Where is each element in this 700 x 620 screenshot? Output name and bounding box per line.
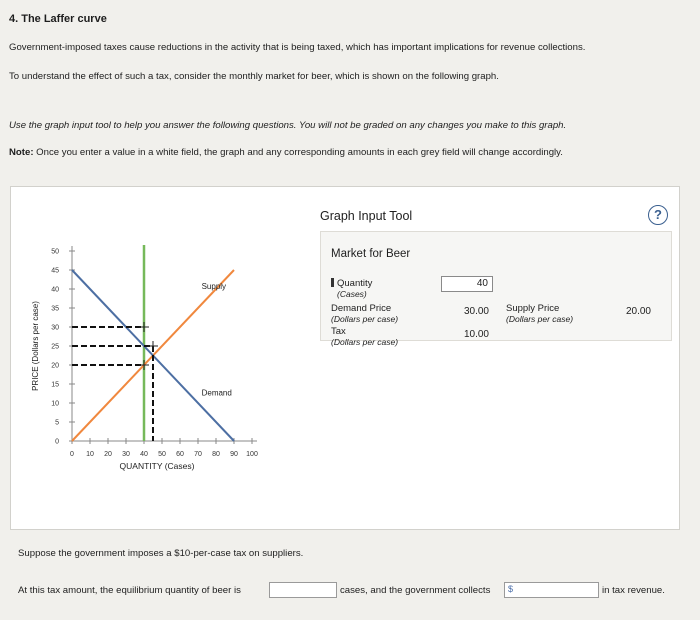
demand-price-label-text: Demand Price [331, 303, 392, 314]
x-tick-label: 70 [194, 451, 202, 458]
supply-price-label-text: Supply Price [506, 303, 560, 314]
tool-box [320, 231, 672, 347]
y-tick-label: 5 [55, 419, 59, 427]
y-tick-label: 50 [51, 248, 59, 256]
demand-price-label [331, 304, 398, 325]
y-tick-label: 25 [51, 343, 59, 351]
equilibrium-quantity-input[interactable] [269, 582, 337, 598]
note-text: Once you enter a value in a white field, the graph and any corresponding amounts in each grey field will change accordingly. [33, 147, 563, 158]
quantity-input[interactable]: 40 [441, 276, 493, 292]
market-chart[interactable] [11, 187, 311, 529]
context-paragraph: To understand the effect of such a tax, consider the monthly market for beer, which is shown on the following graph. [9, 71, 499, 82]
intro-paragraph: Government-imposed taxes cause reductions in the activity that is being taxed, which has important implications for revenue collections. [9, 42, 586, 53]
supply-price-unit: (Dollars per case) [506, 314, 574, 324]
supply-label: Supply [201, 282, 227, 291]
help-icon[interactable]: ? [648, 205, 668, 225]
demand-price-value: 30.00 [463, 306, 489, 317]
x-tick-label: 40 [140, 451, 148, 458]
x-tick-label: 0 [70, 451, 74, 458]
graph-input-tool [318, 195, 672, 347]
question-part-3: in tax revenue. [602, 585, 665, 596]
y-tick-label: 30 [51, 324, 59, 332]
scenario-text: Suppose the government imposes a $10-per-case tax on suppliers. [18, 548, 304, 559]
y-tick-label: 35 [51, 305, 59, 313]
note-paragraph [9, 147, 563, 158]
demand-label: Demand [201, 388, 232, 398]
y-axis-label: PRICE (Dollars per case) [31, 301, 40, 391]
x-axis-label: QUANTITY (Cases) [119, 461, 195, 471]
x-tick-label: 50 [158, 451, 166, 458]
y-tick-label: 40 [51, 286, 59, 294]
question-part-1: At this tax amount, the equilibrium quantity of beer is [18, 585, 241, 596]
question-part-2: cases, and the government collects [340, 585, 491, 596]
quantity-label [331, 278, 372, 300]
tax-value: 10.00 [463, 329, 489, 340]
y-tick-label: 45 [51, 267, 59, 275]
x-tick-label: 90 [230, 451, 238, 458]
dollar-sign: $ [508, 584, 514, 594]
question-heading: 4. The Laffer curve [9, 13, 107, 25]
instruction-paragraph: Use the graph input tool to help you answer the following questions. You will not be graded on any changes you make to this graph. [9, 120, 567, 131]
quantity-marker-icon [331, 278, 334, 287]
supply-price-value: 20.00 [625, 306, 651, 317]
quantity-unit: (Cases) [337, 289, 367, 299]
y-tick-label: 10 [51, 400, 59, 408]
graph-panel [10, 186, 680, 530]
tool-subtitle: Market for Beer [331, 248, 411, 260]
x-tick-label: 80 [212, 451, 220, 458]
tax-label-text: Tax [331, 326, 346, 337]
tax-revenue-input[interactable] [504, 582, 599, 598]
graph-area [11, 187, 311, 529]
x-tick-label: 20 [104, 451, 112, 458]
tax-unit: (Dollars per case) [331, 337, 399, 347]
x-tick-label: 100 [246, 451, 258, 458]
y-tick-label: 0 [55, 438, 59, 446]
x-tick-label: 10 [86, 451, 94, 458]
demand-price-unit: (Dollars per case) [331, 314, 399, 324]
note-label: Note: [9, 147, 34, 158]
quantity-label-text: Quantity [337, 278, 373, 289]
x-tick-label: 60 [176, 451, 184, 458]
tax-label [331, 327, 398, 348]
x-tick-label: 30 [122, 451, 130, 458]
y-tick-label: 15 [51, 381, 59, 389]
y-tick-label: 20 [51, 362, 59, 370]
supply-price-label [506, 304, 573, 325]
tool-title: Graph Input Tool [320, 209, 413, 223]
